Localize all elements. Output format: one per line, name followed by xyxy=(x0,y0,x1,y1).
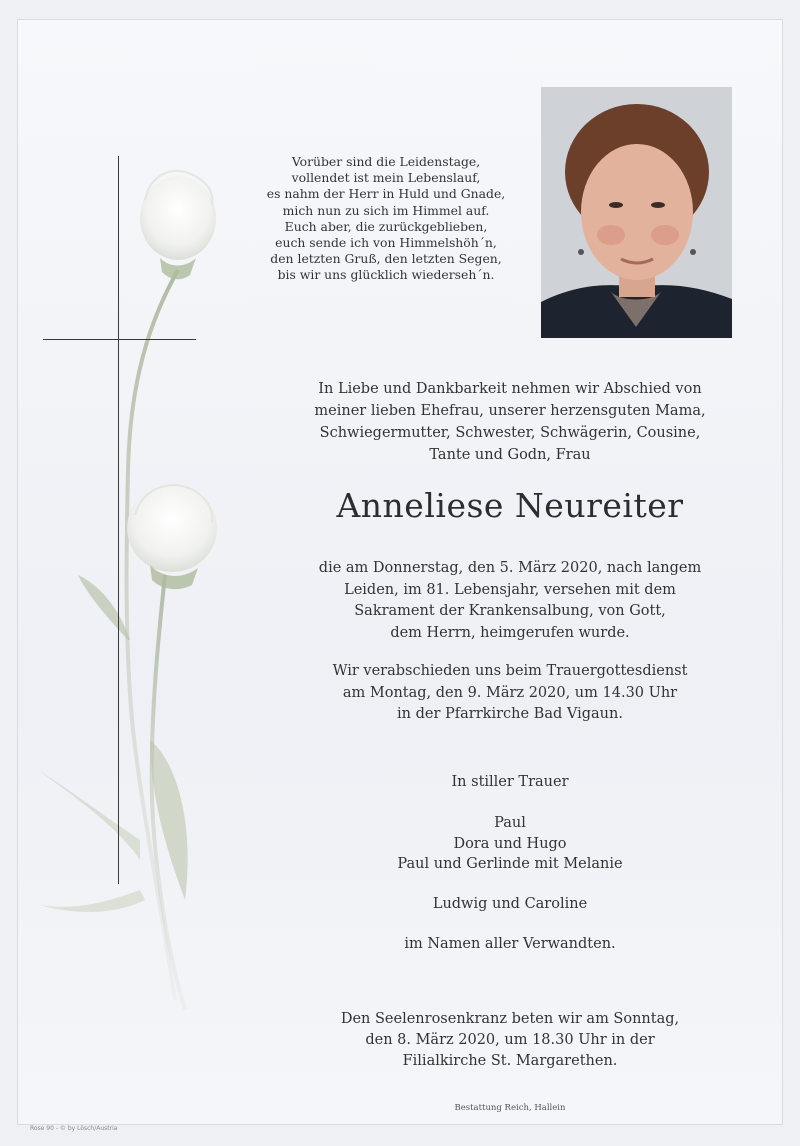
rose-top xyxy=(140,171,216,279)
poem-line: vollendet ist mein Lebenslauf, xyxy=(291,170,481,186)
death-line: die am Donnerstag, den 5. März 2020, nach langem xyxy=(318,560,702,576)
poem-line: es nahm der Herr in Huld und Gnade, xyxy=(266,186,506,202)
poem-line: Euch aber, die zurückgeblieben, xyxy=(284,218,488,234)
portrait-photo xyxy=(541,87,732,338)
family-group xyxy=(280,813,740,875)
poem-line: bis wir uns glücklich wiederseh´n. xyxy=(277,267,495,283)
rose-middle xyxy=(127,484,217,589)
intro-line: meiner lieben Ehefrau, unserer herzensguten Mama, xyxy=(314,403,706,419)
design-credit: Rose 90 - © by Lösch/Austria xyxy=(30,1125,118,1132)
deceased-name: Anneliese Neureiter xyxy=(336,486,684,525)
relatives-line: im Namen aller Verwandten. xyxy=(404,936,616,952)
service-line: am Montag, den 9. März 2020, um 14.30 Uhr xyxy=(342,684,678,701)
death-line: Sakrament der Krankensalbung, von Gott, xyxy=(354,603,666,619)
family-member: Dora und Hugo xyxy=(453,835,567,852)
death-line: Leiden, im 81. Lebensjahr, versehen mit dem xyxy=(344,581,676,598)
family-member: Ludwig und Caroline xyxy=(432,896,588,912)
intro-line: Schwiegermutter, Schwester, Schwägerin, Cousine, xyxy=(319,425,701,441)
death-line: dem Herrn, heimgerufen wurde. xyxy=(390,624,630,641)
family-group xyxy=(280,894,740,914)
cross-horizontal-line xyxy=(43,339,196,340)
intro-text xyxy=(280,378,740,466)
funeral-service xyxy=(280,661,740,726)
family-member: Paul xyxy=(494,815,526,831)
service-line: Wir verabschieden uns beim Trauergottesdienst xyxy=(332,663,688,679)
rosary-line: Filialkirche St. Margarethen. xyxy=(402,1053,618,1069)
mourning-heading: In stiller Trauer xyxy=(451,774,569,790)
death-notice xyxy=(280,558,740,644)
family-member: Paul und Gerlinde mit Melanie xyxy=(397,856,623,872)
poem-line: mich nun zu sich im Himmel auf. xyxy=(282,202,490,218)
rosary-notice xyxy=(280,1009,740,1072)
cross-vertical-line xyxy=(118,156,119,884)
undertaker-name: Bestattung Reich, Hallein xyxy=(454,1103,566,1113)
poem-line: euch sende ich von Himmelshöh´n, xyxy=(275,235,497,251)
poem xyxy=(236,154,536,284)
intro-line: In Liebe und Dankbarkeit nehmen wir Abschied von xyxy=(318,381,702,397)
poem-line: den letzten Gruß, den letzten Segen, xyxy=(270,251,502,267)
intro-line: Tante und Godn, Frau xyxy=(429,447,591,463)
rosary-line: Den Seelenrosenkranz beten wir am Sonntag, xyxy=(340,1011,680,1027)
rosary-line: den 8. März 2020, um 18.30 Uhr in der xyxy=(365,1032,655,1048)
service-line: in der Pfarrkirche Bad Vigaun. xyxy=(397,706,623,722)
poem-line: Vorüber sind die Leidenstage, xyxy=(291,154,481,169)
